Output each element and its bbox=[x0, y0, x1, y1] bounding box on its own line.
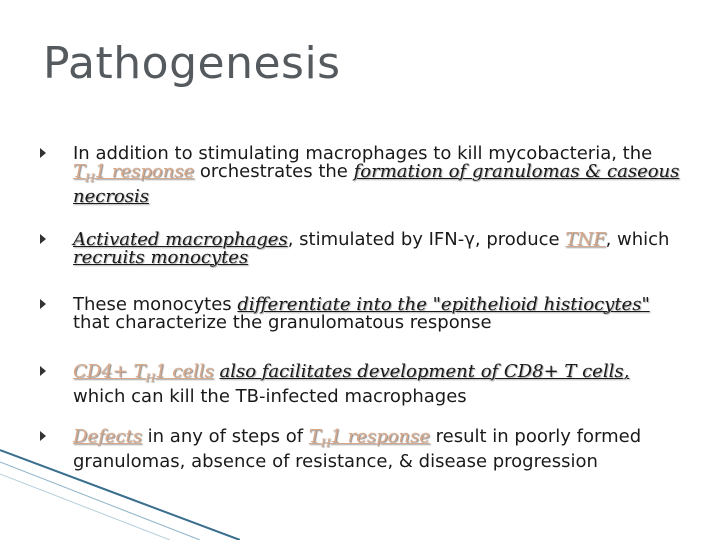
bullet-segment: These monocytes bbox=[73, 294, 238, 315]
bullet-emphasis: formation of granulomas & caseous necrosis bbox=[73, 161, 680, 207]
bullet-item bbox=[40, 363, 680, 406]
bullet-item bbox=[40, 145, 680, 206]
bullet-text bbox=[73, 428, 683, 471]
bullet-text bbox=[73, 296, 683, 332]
bullet-arrow-icon bbox=[40, 431, 46, 441]
bullet-segment: in any of steps of bbox=[141, 426, 309, 447]
bullet-arrow-icon bbox=[40, 148, 46, 158]
bullet-text bbox=[73, 363, 683, 406]
bullet-segment: , stimulated by IFN-γ, produce bbox=[287, 229, 566, 250]
bullet-segment: , which bbox=[605, 229, 670, 250]
bullet-arrow-icon bbox=[40, 366, 46, 376]
bullet-emphasis: also facilitates development of CD8+ T cells, bbox=[219, 361, 630, 382]
th1-response-term: $T_H1$ response bbox=[308, 426, 430, 450]
cd4-th1-cells-term: $CD4+ T_H1$ cells bbox=[73, 361, 214, 385]
bullet-item bbox=[40, 428, 680, 471]
bullet-segment: orchestrates the bbox=[194, 161, 354, 182]
th1-response-term: $T_H1$ response bbox=[73, 161, 195, 185]
bullet-segment: which can kill the TB-infected macrophages bbox=[73, 385, 467, 407]
bullet-segment: result in poorly formed granulomas, absence of resistance, & disease progression bbox=[73, 426, 642, 472]
bullet-emphasis: differentiate into the "epithelioid histiocytes" bbox=[237, 294, 650, 315]
tnf-term: TNF bbox=[565, 229, 606, 250]
defects-term: Defects bbox=[73, 426, 142, 447]
bullet-text bbox=[73, 145, 683, 206]
bullet-item bbox=[40, 231, 680, 267]
bullet-arrow-icon bbox=[40, 234, 46, 244]
bullet-arrow-icon bbox=[40, 299, 46, 309]
bullet-text bbox=[73, 231, 683, 267]
bullet-segment: In addition to stimulating macrophages to kill mycobacteria, the bbox=[73, 143, 653, 164]
slide-title: Pathogenesis bbox=[43, 38, 341, 89]
bullet-emphasis: recruits monocytes bbox=[73, 247, 249, 268]
bullet-emphasis: Activated macrophages bbox=[73, 229, 288, 250]
bullet-item bbox=[40, 296, 680, 332]
bullet-segment: that characterize the granulomatous response bbox=[73, 312, 492, 333]
